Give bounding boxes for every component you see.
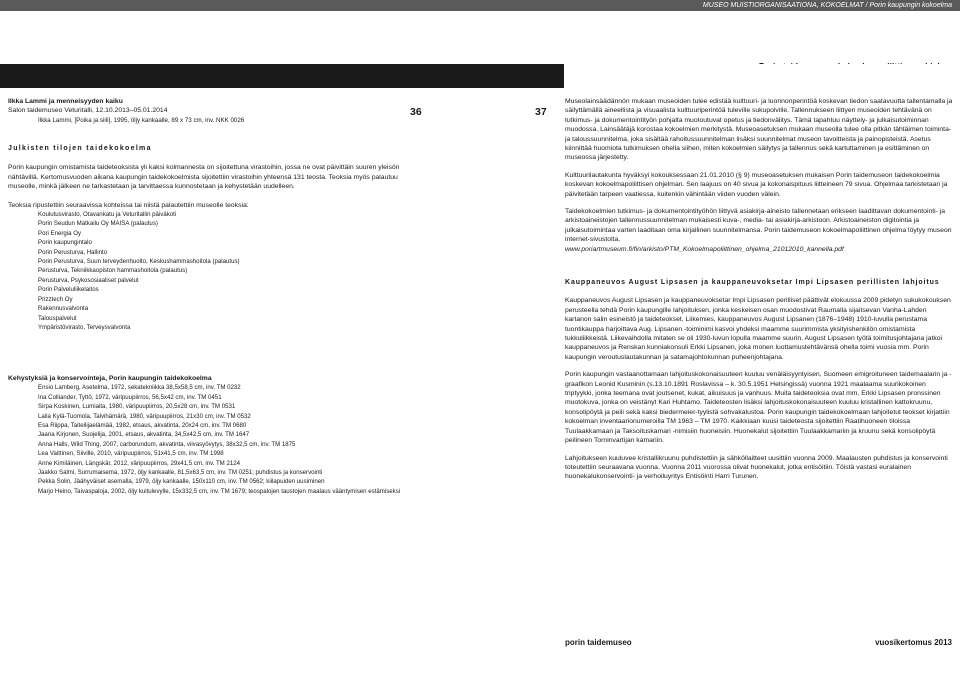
list-item: Koulutusvirasto, Otavankatu ja Veturitallin päiväkoti: [38, 211, 177, 219]
artwork-caption-block: [8, 97, 414, 125]
artwork-title: Ilkka Lammi ja menneisyyden kaiku: [8, 98, 123, 105]
program-url-link[interactable]: www.poriartmuseum.fi/fin/arkisto/PTM_Kokoelmapoliittinen_ohjelma_21012010_kannella.pdf: [565, 245, 844, 253]
right-paragraph-5: Porin kaupungin vastaanottamaan lahjoituskokonaisuuteen kuuluu venäläisyyntyisen, Suomeen emigroituneen taidemaalarin ja -graafikon Leonid Kusminin (s.13.10.1891 Roslavissa – k. 30.5.1951 Helsingissä) vuonna 1921 maalaama suurikokoinen triptyykki, jonka teemana ovat joutsenet, kukat, aikuisuus ja vanhuus. Muita taideteoksia ovat mm. Erkki Lipsasen pronssinen muotokuva, jonka on veistänyt Kari Huhtamo. Taideteosten lisäksi lahjoituskokonaisuuteen kuuluu kristallinen kattokruunu, konsolipöytä ja peili sekä kaksi biedermeier-tyylistä sohvakalustoa. Porin kaupungin taidekokoelmaan lahjoitetut teokset kirjattiin kokoelman inventaarionumeroilla TM 1963 – TM 1970. Kaikkiaan kuusi taideteosta sijoitettiin Raatihuoneen tiloissa Tuulaakkamaan ja Taksoituskamari -nimisiin huoneisiin. Huonekalut sijoitettiin Tuulaakkamariin ja kruunu sekä konsolipöytä peilineen Torninvartijan kamariin.: [565, 371, 952, 445]
page-number-left: 36: [410, 106, 422, 118]
list-item: Jaakko Salmi, Surrumaisema, 1972, öljy kankaalle, 81,5x63,5 cm, inv. TM 0251; puhdistus ja konservointi: [38, 469, 323, 477]
page-number-right: 37: [535, 106, 547, 118]
decorative-band: [0, 64, 960, 88]
artwork-caption: Ilkka Lammi, [Poika ja siili], 1995, öljy kankaalle, 89 x 73 cm, inv. NKK 0026: [38, 116, 245, 124]
right-column-intro: [565, 97, 953, 254]
list-item: Perusturva, Psykososiaaliset palvelut: [38, 276, 139, 284]
list-item: Pekka Solin, Jäähyväiset asemalla, 1979, öljy kankaalle, 150x110 cm, inv. TM 0562; kiilapuiden uusiminen: [38, 478, 325, 486]
section-public-collection: [8, 144, 414, 332]
list-item: Rakennusvalvonta: [38, 305, 89, 313]
list-item: Anne Kimiläinen, Längskär, 2012, väripuupiirros, 29x41,5 cm, inv. TM 2124: [38, 459, 240, 467]
list-item: Sirpa Koskinen, Lumiaita, 1980, väripuupiirros, 20,5x28 cm, inv. TM 0531: [38, 403, 236, 411]
list-item: Pori Energia Oy: [38, 229, 82, 237]
section-lipsanen-donation: [565, 278, 953, 482]
list-item: Porin Perusturva, Hallinto: [38, 248, 108, 256]
locations-list: [8, 210, 414, 332]
list-item: Porin Perusturva, Suun terveydenhuolto, Keskushammashoitola (palautus): [38, 258, 240, 266]
right-paragraph-1: Museolainsäädännön mukaan museoiden tulee edistää kulttuuri- ja luonnonperintöä koskevan tiedon saatavuutta tallentamalla ja säilyttämällä aineellista ja visuaalista kulttuuriperintöä tuleville sukupolville. Tallennukseen liittyen museoiden tehtävänä on tutkimus- ja dokumentointityön pohjalta muotoutuvat opetus ja tiedonvälitys. Tämä tapahtuu näyttely- ja julkaisutoiminnan muodossa. Lainsäätäjä korostaa kokoelmien merkitystä. Museoasetuksen mukaan museolla tulee olla pitkän tähtäimen toiminta- ja taloussuunnitelma, joka sisältää rahoitussuunnitelman lisäksi suunnitelmat museon tavoitteista ja painopisteistä. Asetus kiinnittää huomiota tutkimuksen ohella siihen, miten kokoelmien säilytys ja tallennus sekä kartuttaminen ja esittäminen on museossa järjestetty.: [565, 98, 953, 162]
running-header-bar: [0, 0, 960, 11]
right-paragraph-2: Kulttuurilautakunta hyväksyi kokouksessaan 21.01.2010 (§ 9) museoasetuksen mukaisen Porin taidemuseon taidekokoelmia koskevan kokoelmapoliittisen ohjelman. Sen laajuus on 40 sivua ja kokonaispituus liitteineen 79 sivua. Ohjelmaa tarkistetaan ja päivitetään tarpeen vaatiessa, kuitenkin vähintään viiden vuoden välein.: [565, 171, 948, 198]
right-paragraph-6: Lahjoitukseen kuuluvee kristallikruunu puhdistettiin ja sähköllaitteet uusittiin vuonna 2009. Maalausten puhdistus ja konservointi toteutettiin seuraavana vuonna. Vuonna 2011 vuorossa olivat huonekalut, jotka entisöitiin. Töistä vastasi euralainen huonekalukonservointi- ja verhoiluyritys Entisöinti Harri Turunen.: [565, 454, 948, 481]
section1-paragraph-2: Teoksia ripustettiin seuraavissa kohteissa tai niistä palautettiin museolle teoksia:: [8, 201, 249, 209]
footer-report-title: vuosikertomus 2013: [875, 638, 952, 647]
list-item: Jaana Kirjonen, Suojelija, 2001, etsaus, akvatinta, 34,5x42,5 cm, inv. TM 1647: [38, 431, 250, 439]
list-item: Ympäristövirasto, Terveysvalvonta: [38, 323, 131, 331]
running-title: MUSEO MUISTIORGANISAATIONA, KOKOELMAT / Porin kaupungin kokoelma: [702, 2, 952, 9]
conservation-list: [8, 383, 414, 496]
band-gap: [564, 64, 960, 88]
footer-publisher: porin taidemuseo: [565, 638, 632, 647]
list-item: Lea Vaittinen, Siiville, 2010, väripuupiirros, 51x41,5 cm, inv. TM 1998: [38, 450, 224, 458]
section-conservation: [8, 374, 414, 496]
list-item: Ina Colliander, Tyttö, 1972, väripuupiirros, 56,5x42 cm, inv. TM 0451: [38, 393, 222, 401]
list-item: Anna Halls, Wild Thing, 2007, carborundum, akvatinta, viivasyövytys, 38x32,5 cm, inv. TM 1875: [38, 440, 296, 448]
list-item: Esa Riippa, Taiteilijaelämää, 1982, etsaus, akvatinta, 20x24 cm, inv. TM 0680: [38, 422, 247, 430]
list-item: Perusturva, Tekniikkaopiston hammashoitola (palautus): [38, 267, 188, 275]
section-heading: Kauppaneuvos August Lipsasen ja kauppaneuvoksetar Impi Lipsasen perillisten lahjoitus: [565, 279, 940, 286]
artwork-exhibit: Salon taidemuseo Veturitalli, 12.10.2013–05.01.2014: [8, 107, 168, 115]
list-item: Marjo Heino, Taivaspaloja, 2002, öljy kuitulevylle, 15x332,5 cm, inv. TM 1679; teospalojen taustojen maalaus vääntymisen estämiseksi: [38, 487, 401, 495]
list-item: Talouspalvelut: [38, 314, 77, 322]
list-item: Porin Palveluliikelaitos: [38, 286, 99, 294]
list-item: Ensio Lamberg, Asetelma, 1972, sekatekniikka 38,5x58,5 cm, inv. TM 0232: [38, 384, 241, 392]
list-item: Prizztech Oy: [38, 295, 73, 303]
right-paragraph-4: Kauppaneuvos August Lipsasen ja kauppaneuvoksetar Impi Lipsasen perilliset päättivät elokuussa 2009 pidetyn sukukokouksen perusteella tehdä Porin kaupungille lahjoituksen, jonka keskeisen osan muodostivat Raumalla sijaitsevan Vanha-Lahden kartanon salin esineistö ja taideteokset. Liikemies, kauppaneuvos August Lipsanen (1876–1948) 1910-luvulla perustama tuontikauppa harjoittava Aug. Lipsanen -toiminimi kasvoi yhdeksi maamme suurimmista yksityishenkilön omistamista tukkuliikkeistä. Liikevaihdolla mitaten se oli 1930-luvun lopulla maamme suurin. August Lipsasen työtä toimitusjohtajana jatkoi kauppaneuvos ja Renskan kunniakonsuli Erkki Lipsanen, joka monen luottamustehtävänsä ohella toimi vuosia mm. Porin kaupungin veroutuslautakunnan ja satamajohtokunnan puheenjohtajana.: [565, 297, 951, 361]
section1-paragraph-1: Porin kaupungin omistamista taideteoksista yli kaksi kolmannesta on sijoitettuna virastoihin, jossa ne ovat päivittäin suuren yleisön nähtävillä. Kertomusvuoden aikana kaupungin taidekokoelmista sijoitettiin virastoihin yhteensä 131 teosta. Teoksia myös palautuu museolle, minkä jälkeen ne tarkastetaan ja tarvittaessa kunnostetaan ja kehystetään uudelleen.: [8, 164, 400, 191]
section1-heading: Julkisten tilojen taidekokoelma: [8, 145, 152, 152]
section2-heading: Kehystyksiä ja konservointeja, Porin kaupungin taidekokoelma: [8, 375, 212, 382]
list-item: Laila Kylä-Tuomola, Talvihämärä, 1980, väripuupiirros, 21x30 cm, inv. TM 0532: [38, 412, 251, 420]
list-item: Porin kaupungintalo: [38, 239, 92, 247]
right-paragraph-3: Taidekokoelmien tutkimus- ja dokumentointityöhön liittyvä asiakirja-aineisto tallennetaan erikseen laadittavan dokumentointi- ja arkistoaineistojen tallennussuunnitelman mukaisesti kuva-, media- tai asiakirja-arkistoon. Arkistoaineiston digitointia ja julkaisutoimintaa varten laaditaan oma kirjallinen suunnitelmansa. Porin taidemuseon kokoelmapoliittinen ohjelma löytyy museon internet-sivustolta,: [565, 208, 952, 244]
list-item: Porin Seudun Matkailu Oy MAISA (palautus): [38, 220, 158, 228]
